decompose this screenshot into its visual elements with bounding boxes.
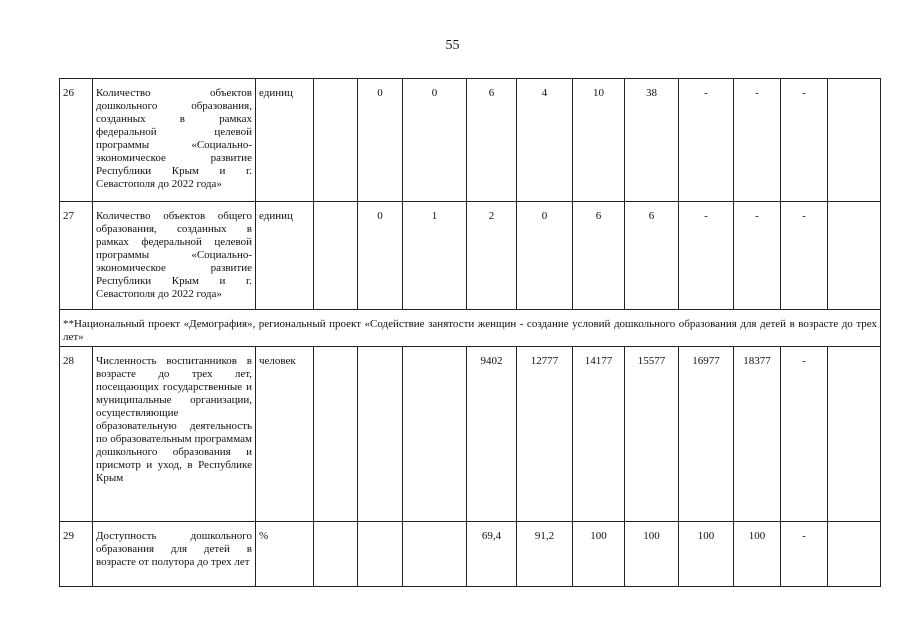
value-cell: 12777 — [517, 347, 573, 522]
page-number: 55 — [445, 38, 460, 53]
row-number: 28 — [60, 347, 93, 522]
value-cell — [314, 522, 358, 587]
value-cell: - — [679, 79, 734, 202]
value-cell: 6 — [467, 79, 517, 202]
value-cell — [828, 202, 881, 310]
value-cell: 100 — [734, 522, 781, 587]
value-cell: 91,2 — [517, 522, 573, 587]
section-row — [60, 310, 881, 347]
unit-cell: человек — [256, 347, 314, 522]
value-cell: - — [781, 79, 828, 202]
value-cell: - — [679, 202, 734, 310]
value-cell: 15577 — [625, 347, 679, 522]
value-cell — [358, 347, 403, 522]
row-number: 26 — [60, 79, 93, 202]
value-cell: - — [734, 202, 781, 310]
value-cell — [314, 79, 358, 202]
value-cell: 69,4 — [467, 522, 517, 587]
value-cell — [828, 79, 881, 202]
value-cell: - — [781, 202, 828, 310]
unit-cell: единиц — [256, 202, 314, 310]
row-number: 27 — [60, 202, 93, 310]
value-cell — [314, 202, 358, 310]
value-cell — [828, 347, 881, 522]
value-cell: 14177 — [573, 347, 625, 522]
indicator-name: Количество объектов дошкольного образования, созданных в рамках федеральной целевой программы «Социально-экономическое развитие Республики Крым и г. Севастополя до 2022 года» — [93, 79, 256, 202]
unit-cell: единиц — [256, 79, 314, 202]
value-cell: 0 — [358, 79, 403, 202]
section-header: **Национальный проект «Демография», региональный проект «Содействие занятости женщин - создание условий дошкольного образования для детей в возрасте до трех лет» — [60, 310, 881, 347]
value-cell: 100 — [625, 522, 679, 587]
value-cell: 4 — [517, 79, 573, 202]
value-cell: - — [734, 79, 781, 202]
value-cell — [403, 522, 467, 587]
value-cell: 9402 — [467, 347, 517, 522]
value-cell: - — [781, 522, 828, 587]
value-cell — [358, 522, 403, 587]
indicator-name: Количество объектов общего образования, созданных в рамках федеральной целевой программы «Социально-экономическое развитие Республики Крым и г. Севастополя до 2022 года» — [93, 202, 256, 310]
row-number: 29 — [60, 522, 93, 587]
indicators-table — [59, 78, 881, 587]
value-cell — [314, 347, 358, 522]
value-cell: 1 — [403, 202, 467, 310]
value-cell: 38 — [625, 79, 679, 202]
table-row — [60, 347, 881, 522]
table-row — [60, 522, 881, 587]
value-cell: 16977 — [679, 347, 734, 522]
value-cell: 0 — [517, 202, 573, 310]
value-cell: 0 — [403, 79, 467, 202]
value-cell: 10 — [573, 79, 625, 202]
value-cell — [403, 347, 467, 522]
value-cell: 100 — [573, 522, 625, 587]
value-cell: 0 — [358, 202, 403, 310]
indicator-name: Численность воспитанников в возрасте до трех лет, посещающих государственные и муниципальные организации, осуществляющие образовательную деятельность по образовательным программам дошкольного образования и присмотр и уход, в Республике Крым — [93, 347, 256, 522]
value-cell: - — [781, 347, 828, 522]
value-cell: 100 — [679, 522, 734, 587]
table-row — [60, 202, 881, 310]
value-cell — [828, 522, 881, 587]
table-row — [60, 79, 881, 202]
value-cell: 6 — [573, 202, 625, 310]
value-cell: 6 — [625, 202, 679, 310]
indicator-name: Доступность дошкольного образования для детей в возрасте от полутора до трех лет — [93, 522, 256, 587]
value-cell: 18377 — [734, 347, 781, 522]
unit-cell: % — [256, 522, 314, 587]
value-cell: 2 — [467, 202, 517, 310]
